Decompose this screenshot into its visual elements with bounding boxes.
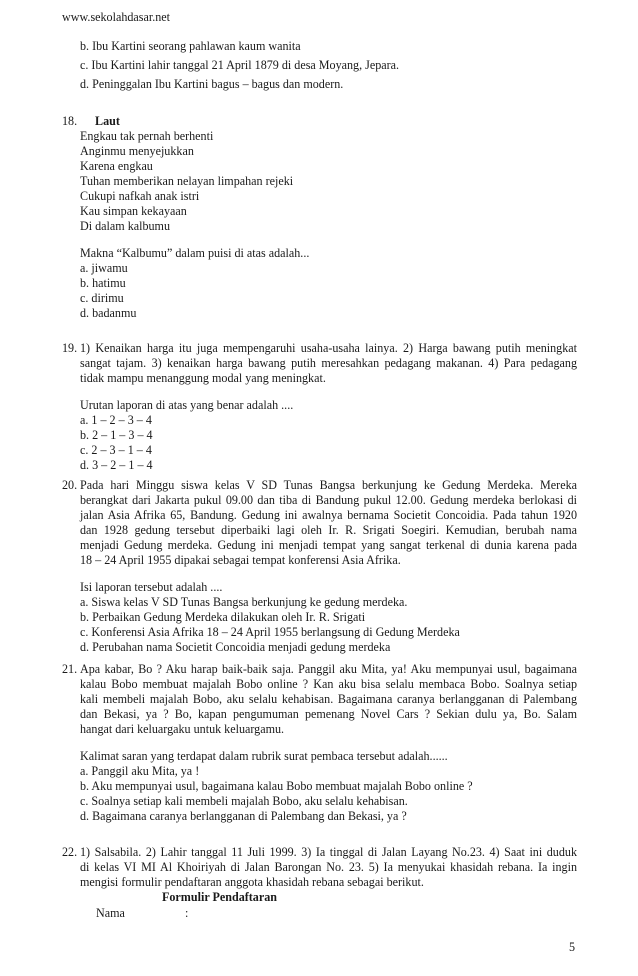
question-number: 21. <box>62 662 78 676</box>
passage-line: berangkat dari Jakarta pukul 09.00 dan tiba di Bandung pukul 12.00. Gedung merdeka berlokasi di <box>80 493 577 507</box>
option-d: d. Perubahan nama Societit Concoidia menjadi gedung merdeka <box>80 640 391 654</box>
poem-title: Laut <box>95 114 120 128</box>
passage-line: mengisi formulir pendaftaran anggota khasidah rebana sebagai berikut. <box>80 875 424 889</box>
option-d: d. 3 – 2 – 1 – 4 <box>80 458 153 472</box>
q17-option-c: c. Ibu Kartini lahir tanggal 21 April 1879 di desa Moyang, Jepara. <box>80 58 400 72</box>
option-c: c. Soalnya setiap kali membeli majalah Bobo, aku selalu kehabisan. <box>80 794 408 808</box>
q17-option-b: b. Ibu Kartini seorang pahlawan kaum wanita <box>80 39 301 53</box>
passage-line: Pada hari Minggu siswa kelas V SD Tunas Bangsa berkunjung ke Gedung Merdeka. Mereka <box>80 478 577 492</box>
question-text: Urutan laporan di atas yang benar adalah .... <box>80 398 294 412</box>
option-b: b. Aku mempunyai usul, bagaimana kalau Bobo membuat majalah Bobo online ? <box>80 779 473 793</box>
form-field-colon: : <box>185 906 189 920</box>
passage-line: tidak mampu menanggung modal yang meningkat. <box>80 371 326 385</box>
option-a: a. 1 – 2 – 3 – 4 <box>80 413 152 427</box>
option-c: c. dirimu <box>80 291 124 305</box>
passage-line: Apa kabar, Bo ? Aku harap baik-baik saja. Panggil aku Mita, ya! Aku mempunyai usul, bagaimana <box>80 662 577 676</box>
poem-line: Karena engkau <box>80 159 153 173</box>
passage-line: 1) Kenaikan harga itu juga mempengaruhi usaha-usaha lainya. 2) Harga bawang putih meningkat <box>80 341 577 355</box>
passage-line: hangat dari keluargaku untuk keluargamu. <box>80 722 285 736</box>
passage-line: menjadi Gedung merdeka. Gedung ini menjadi tempat yang sangat terkenal di dunia karena pada <box>80 538 577 552</box>
option-c: c. Konferensi Asia Afrika 18 – 24 April 1955 berlangsung di Gedung Merdeka <box>80 625 460 639</box>
question-number: 22. <box>62 845 78 859</box>
q17-option-d: d. Peninggalan Ibu Kartini bagus – bagus dan modern. <box>80 77 344 91</box>
form-title: Formulir Pendaftaran <box>162 890 277 904</box>
option-c: c. 2 – 3 – 1 – 4 <box>80 443 152 457</box>
page-number: 5 <box>569 940 576 954</box>
option-b: b. Perbaikan Gedung Merdeka dilakukan oleh Ir. R. Srigati <box>80 610 366 624</box>
option-b: b. hatimu <box>80 276 126 290</box>
option-d: d. Bagaimana caranya berlangganan di Palembang dan Bekasi, ya ? <box>80 809 407 823</box>
poem-line: Engkau tak pernah berhenti <box>80 129 214 143</box>
question-text: Makna “Kalbumu” dalam puisi di atas adalah... <box>80 246 310 260</box>
passage-line: sangat tajam. 3) kenaikan harga bawang putih meresahkan pedagang makanan. 4) Para pedagang <box>80 356 577 370</box>
passage-line: jalan Asia Afrika 65, Bandung. Gedung ini awalnya bernama Societit Concoidia. Pada tahun 1920 <box>80 508 577 522</box>
poem-line: Tuhan memberikan nelayan limpahan rejeki <box>80 174 294 188</box>
option-b: b. 2 – 1 – 3 – 4 <box>80 428 153 442</box>
passage-line: 1) Salsabila. 2) Lahir tanggal 11 Juli 1999. 3) Ia tinggal di Jalan Layang No.23. 4) Saat ini duduk <box>80 845 577 859</box>
option-a: a. jiwamu <box>80 261 128 275</box>
passage-line: dan Bekasi, ya ? Bo, kapan pengumuman pemenang Novel Cars ? Sekian dulu ya, Bo. Salam <box>80 707 577 721</box>
passage-line: 18 – 24 April 1955 dipakai sebagai tempat konferensi Asia Afrika. <box>80 553 401 567</box>
question-text: Isi laporan tersebut adalah .... <box>80 580 223 594</box>
poem-line: Cukupi nafkah anak istri <box>80 189 200 203</box>
option-a: a. Panggil aku Mita, ya ! <box>80 764 200 778</box>
passage-line: dan 1928 gedung tersebut diperbaiki lagi oleh Ir. R. Srigati Soegiri. Kemudian, berubah nama <box>80 523 577 537</box>
question-text: Kalimat saran yang terdapat dalam rubrik surat pembaca tersebut adalah...... <box>80 749 448 763</box>
passage-line: kalau Bobo membuat majalah Bobo online ? Kan aku bisa selalu membaca Bobo. Soalnya setiap <box>80 677 577 691</box>
passage-line: di kelas VI MI Al Khoiriyah di Jalan Barongan No. 23. 5) Ia menyukai khasidah rebana. Ia ingin <box>80 860 577 874</box>
question-number: 18. <box>62 114 78 128</box>
option-a: a. Siswa kelas V SD Tunas Bangsa berkunjung ke gedung merdeka. <box>80 595 408 609</box>
question-number: 19. <box>62 341 78 355</box>
form-field-label-nama: Nama <box>96 906 125 920</box>
poem-line: Kau simpan kekayaan <box>80 204 187 218</box>
passage-line: kali membeli majalah Bobo, aku selalu kehabisan. Bagaimana caranya berlangganan di Palembang <box>80 692 577 706</box>
question-number: 20. <box>62 478 78 492</box>
site-header: www.sekolahdasar.net <box>62 10 171 24</box>
poem-line: Di dalam kalbumu <box>80 219 171 233</box>
poem-line: Anginmu menyejukkan <box>80 144 194 158</box>
option-d: d. badanmu <box>80 306 137 320</box>
